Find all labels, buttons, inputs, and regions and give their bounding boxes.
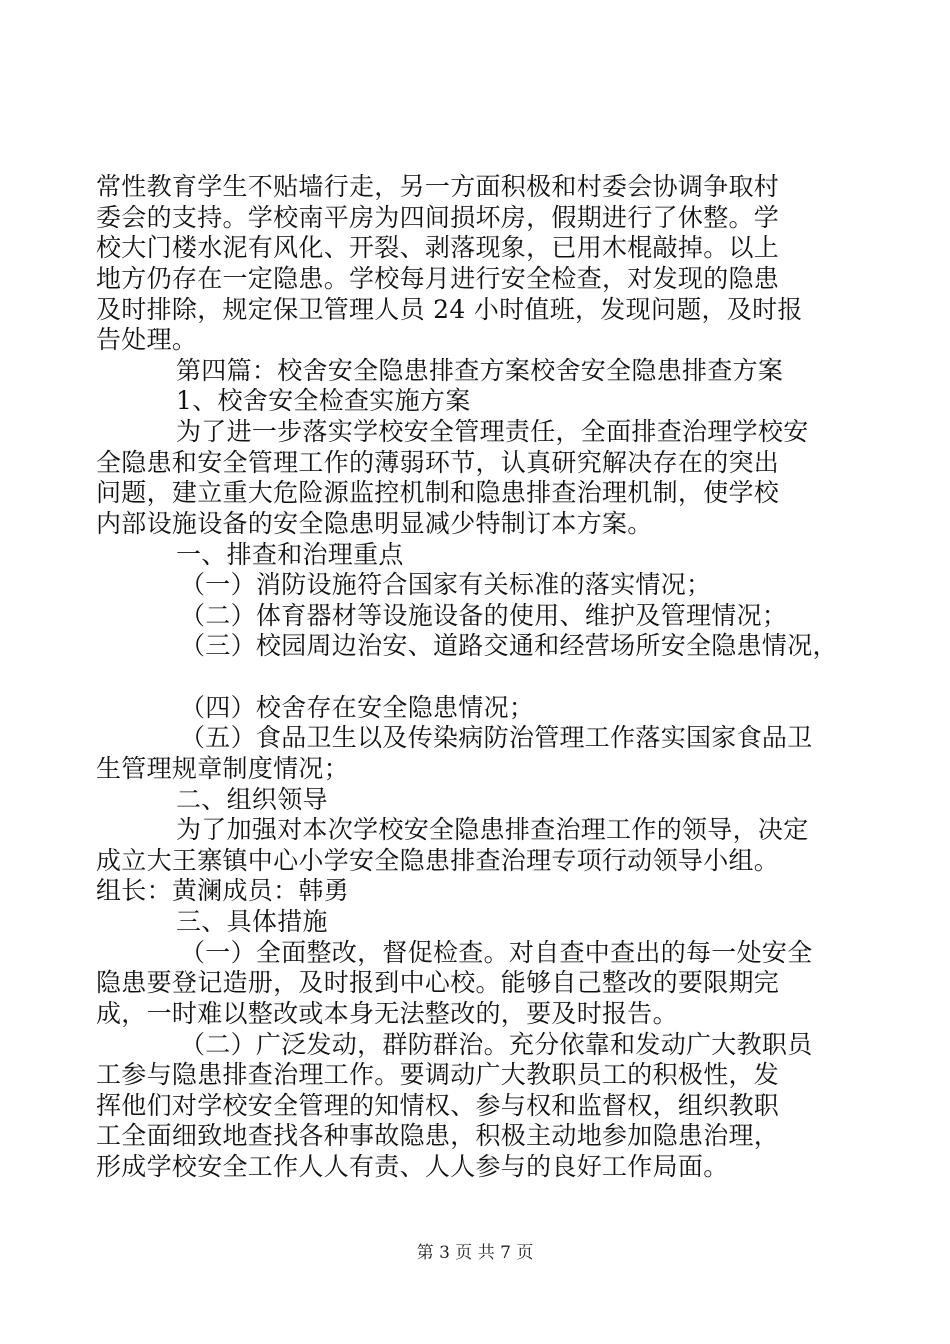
body-line: 及时排除，规定保卫管理人员 24 小时值班，发现问题，及时报	[96, 295, 803, 324]
body-line: 隐患要登记造册，及时报到中心校。能够自己整改的要限期完	[96, 968, 780, 997]
body-line: 为了进一步落实学校安全管理责任，全面排查治理学校安	[176, 417, 809, 446]
section-heading: 第四篇：校舍安全隐患排查方案校舍安全隐患排查方案	[176, 356, 784, 385]
list-item: （三）校园周边治安、道路交通和经营场所安全隐患情况，	[180, 631, 838, 660]
list-item: （五）食品卫生以及传染病防治管理工作落实国家食品卫	[180, 723, 813, 752]
body-line: 形成学校安全工作人人有责、人人参与的良好工作局面。	[96, 1152, 729, 1181]
list-item: （四）校舍存在安全隐患情况；	[180, 693, 535, 722]
section-heading: 三、具体措施	[176, 907, 328, 936]
subsection-heading: 1、校舍安全检查实施方案	[176, 386, 471, 415]
list-item: （一）消防设施符合国家有关标准的落实情况；	[180, 570, 712, 599]
list-item: （二）广泛发动，群防群治。充分依靠和发动广大教职员	[180, 1030, 813, 1059]
body-line: 问题，建立重大危险源监控机制和隐患排查治理机制，使学校	[96, 478, 780, 507]
body-line: 生管理规章制度情况；	[96, 754, 350, 783]
page-number-footer: 第 3 页 共 7 页	[416, 1243, 534, 1263]
body-line: 工参与隐患排查治理工作。要调动广大教职员工的积极性，发	[96, 1060, 780, 1089]
body-line: 校大门楼水泥有风化、开裂、剥落现象，已用木棍敲掉。以上	[96, 233, 780, 262]
body-line: 内部设施设备的安全隐患明显减少特制订本方案。	[96, 509, 653, 538]
body-line: 成立大王寨镇中心小学安全隐患排查治理专项行动领导小组。	[96, 846, 780, 875]
list-item: （二）体育器材等设施设备的使用、维护及管理情况；	[180, 601, 788, 630]
body-line: 地方仍存在一定隐患。学校每月进行安全检查，对发现的隐患	[96, 264, 780, 293]
section-heading: 二、组织领导	[176, 785, 328, 814]
body-line: 全隐患和安全管理工作的薄弱环节，认真研究解决存在的突出	[96, 448, 780, 477]
body-line: 工全面细致地查找各种事故隐患，积极主动地参加隐患治理，	[96, 1121, 780, 1150]
body-line: 常性教育学生不贴墙行走，另一方面积极和村委会协调争取村	[96, 172, 780, 201]
body-line: 委会的支持。学校南平房为四间损坏房，假期进行了休整。学	[96, 203, 780, 232]
body-line: 告处理。	[96, 325, 198, 354]
section-heading: 一、排查和治理重点	[176, 540, 404, 569]
body-line: 成，一时难以整改或本身无法整改的，要及时报告。	[96, 999, 678, 1028]
body-line: 为了加强对本次学校安全隐患排查治理工作的领导，决定	[176, 815, 809, 844]
body-line: 挥他们对学校安全管理的知情权、参与权和监督权，组织教职	[96, 1091, 780, 1120]
body-line: 组长：黄澜成员：韩勇	[96, 876, 350, 905]
list-item: （一）全面整改，督促检查。对自查中查出的每一处安全	[180, 938, 813, 967]
